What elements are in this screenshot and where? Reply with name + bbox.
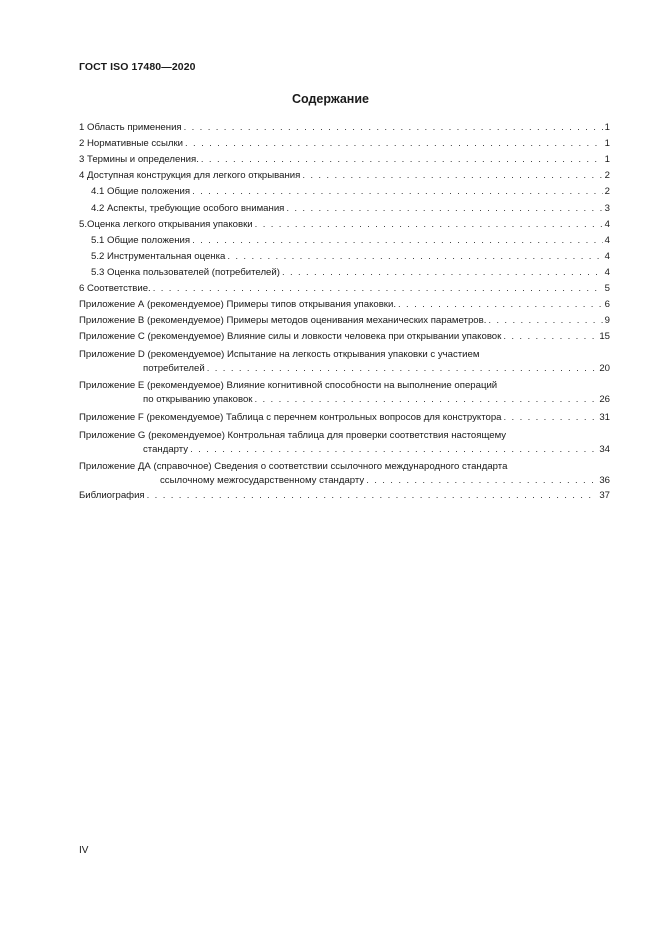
dot-leader [504, 410, 598, 426]
toc-entry-label: Приложение ДА (справочное) Сведения о соответствии ссылочного международного стандарта [79, 461, 508, 472]
toc-entry-label: Приложение В (рекомендуемое) Примеры методов оценивания механических параметров. [79, 315, 487, 326]
toc-entry-label: 3 Термины и определения. [79, 154, 199, 165]
toc-entry-5-2[interactable] [79, 249, 610, 265]
dot-leader [147, 488, 598, 504]
toc-entry-page: 4 [604, 219, 610, 230]
toc-entry-5-1[interactable] [79, 233, 610, 249]
toc-entry-4-1[interactable] [79, 184, 610, 200]
toc-entry-4[interactable] [79, 168, 610, 184]
toc-entry-label: 1 Область применения [79, 122, 182, 133]
toc-entry-label: 5.2 Инструментальная оценка [91, 251, 226, 262]
dot-leader [190, 443, 597, 457]
toc-entry-page: 36 [599, 475, 610, 486]
dot-leader [282, 265, 603, 281]
toc-entry-label: Приложение F (рекомендуемое) Таблица с перечнем контрольных вопросов для конструктора [79, 412, 502, 423]
document-designation: ГОСТ ISO 17480—2020 [79, 61, 196, 73]
toc-entry-appendix-g[interactable] [79, 429, 610, 457]
toc-entry-label: 2 Нормативные ссылки [79, 138, 184, 149]
toc-entry-label-continuation: потребителей [143, 363, 205, 374]
toc-entry-page: 9 [604, 315, 610, 326]
toc-entry-5-3[interactable] [79, 265, 610, 281]
toc-entry-bibliography[interactable] [79, 488, 610, 504]
toc-entry-appendix-a[interactable] [79, 297, 610, 313]
toc-entry-page: 1 [604, 138, 610, 149]
toc-entry-page: 20 [599, 363, 610, 374]
toc-entry-appendix-c[interactable] [79, 329, 610, 345]
toc-entry-page: 3 [604, 203, 610, 214]
toc-entry-label: 4.1 Общие положения [91, 186, 191, 197]
toc-entry-label: Приложение С (рекомендуемое) Влияние силы и ловкости человека при открывании упаковок [79, 331, 502, 342]
toc-entry-label: Приложение А (рекомендуемое) Примеры типов открывания упаковки. [79, 299, 397, 310]
toc-entry-page: 5 [604, 283, 610, 294]
table-of-contents [79, 120, 610, 504]
toc-entry-3[interactable] [79, 152, 610, 168]
toc-entry-page: 4 [604, 251, 610, 262]
dot-leader [254, 393, 597, 407]
dot-leader [185, 136, 603, 152]
toc-entry-page: 37 [599, 490, 610, 501]
dot-leader [207, 362, 598, 376]
toc-entry-page: 4 [604, 235, 610, 246]
toc-entry-label-continuation: ссылочному межгосударственному стандарту [160, 475, 365, 486]
dot-leader [503, 329, 597, 345]
toc-entry-label: 5.3 Оценка пользователей (потребителей) [91, 267, 280, 278]
dot-leader [488, 313, 602, 329]
toc-entry-page: 4 [604, 267, 610, 278]
toc-entry-2[interactable] [79, 136, 610, 152]
toc-entry-appendix-e[interactable] [79, 379, 610, 407]
dot-leader [192, 233, 603, 249]
toc-entry-label: Приложение Е (рекомендуемое) Влияние когнитивной способности на выполнение операций [79, 380, 498, 391]
toc-entry-page: 2 [604, 186, 610, 197]
toc-entry-page: 1 [604, 154, 610, 165]
toc-entry-page: 2 [604, 170, 610, 181]
dot-leader [255, 217, 603, 233]
dot-leader [153, 281, 603, 297]
toc-entry-appendix-b[interactable] [79, 313, 610, 329]
toc-entry-4-2[interactable] [79, 201, 610, 217]
toc-entry-label-continuation: стандарту [143, 444, 189, 455]
dot-leader [184, 120, 603, 136]
toc-entry-label: 5.Оценка легкого открывания упаковки [79, 219, 253, 230]
toc-entry-6[interactable] [79, 281, 610, 297]
dot-leader [227, 249, 602, 265]
toc-entry-page: 26 [599, 394, 610, 405]
toc-entry-page: 34 [599, 444, 610, 455]
toc-entry-1[interactable] [79, 120, 610, 136]
toc-entry-label-continuation: по открыванию упаковок [143, 394, 253, 405]
toc-entry-appendix-f[interactable] [79, 410, 610, 426]
toc-entry-page: 31 [599, 412, 610, 423]
dot-leader [192, 184, 603, 200]
dot-leader [398, 297, 603, 313]
toc-entry-label: 4 Доступная конструкция для легкого открывания [79, 170, 301, 181]
toc-entry-page: 15 [599, 331, 610, 342]
toc-entry-label: Библиография [79, 490, 145, 501]
toc-entry-5[interactable] [79, 217, 610, 233]
toc-entry-label: Приложение G (рекомендуемое) Контрольная таблица для проверки соответствия настоящему [79, 430, 507, 441]
toc-entry-label: 5.1 Общие положения [91, 235, 191, 246]
toc-entry-label: 6 Соответствие. [79, 283, 151, 294]
dot-leader [302, 168, 602, 184]
dot-leader [286, 201, 602, 217]
dot-leader [366, 474, 597, 488]
toc-entry-appendix-da[interactable] [79, 460, 610, 488]
page-title: Содержание [291, 92, 369, 106]
page-number: IV [79, 845, 89, 856]
toc-entry-page: 6 [604, 299, 610, 310]
toc-entry-label: 4.2 Аспекты, требующие особого внимания [91, 203, 285, 214]
toc-entry-label: Приложение D (рекомендуемое) Испытание на легкость открывания упаковки с участием [79, 349, 480, 360]
dot-leader [201, 152, 603, 168]
toc-entry-appendix-d[interactable] [79, 348, 610, 376]
toc-entry-page: 1 [604, 122, 610, 133]
